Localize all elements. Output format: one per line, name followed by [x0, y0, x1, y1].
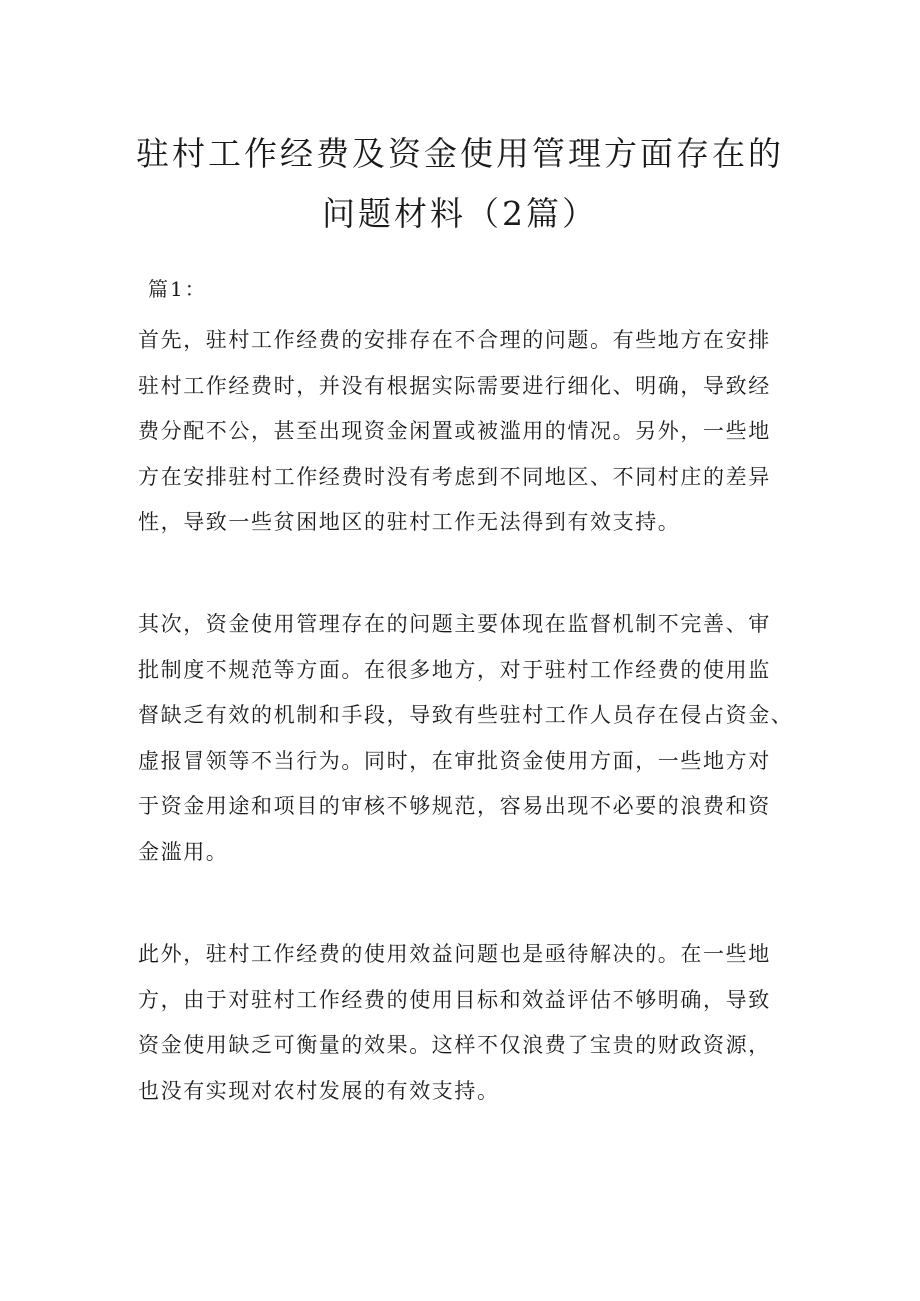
- paragraph-line: 方，由于对驻村工作经费的使用目标和效益评估不够明确，导致: [138, 987, 771, 1012]
- document-title-line-1: 驻村工作经费及资金使用管理方面存在的: [136, 134, 784, 173]
- paragraph-2: [138, 602, 798, 875]
- paragraph-line: 性，导致一些贫困地区的驻村工作无法得到有效支持。: [138, 510, 681, 534]
- paragraph-line: 首先，驻村工作经费的安排存在不合理的问题。有些地方在安排: [138, 328, 771, 352]
- paragraph-line: 督缺乏有效的机制和手段，导致有些驻村工作人员存在侵占资金、: [138, 703, 794, 727]
- document-title-line-2: 问题材料（2篇）: [322, 194, 598, 233]
- paragraph-line: 方在安排驻村工作经费时没有考虑到不同地区、不同村庄的差异: [138, 464, 771, 489]
- paragraph-line: 费分配不公，甚至出现资金闲置或被滥用的情况。另外，一些地: [138, 419, 771, 443]
- paragraph-line: 批制度不规范等方面。在很多地方，对于驻村工作经费的使用监: [138, 657, 771, 682]
- paragraph-line: 金滥用。: [138, 839, 229, 864]
- paragraph-1: [138, 318, 798, 546]
- paragraph-line: 虚报冒领等不当行为。同时，在审批资金使用方面，一些地方对: [138, 748, 771, 773]
- paragraph-3: [138, 932, 798, 1114]
- paragraph-line: 驻村工作经费时，并没有根据实际需要进行细化、明确，导致经: [138, 373, 771, 398]
- section-label: 篇1：: [148, 277, 207, 301]
- paragraph-line: 资金使用缺乏可衡量的效果。这样不仅浪费了宝贵的财政资源，: [138, 1033, 771, 1057]
- paragraph-line: 其次，资金使用管理存在的问题主要体现在监督机制不完善、审: [138, 612, 771, 636]
- paragraph-line: 也没有实现对农村发展的有效支持。: [138, 1078, 500, 1103]
- paragraph-line: 于资金用途和项目的审核不够规范，容易出现不必要的浪费和资: [138, 794, 771, 818]
- paragraph-line: 此外，驻村工作经费的使用效益问题也是亟待解决的。在一些地: [138, 942, 771, 966]
